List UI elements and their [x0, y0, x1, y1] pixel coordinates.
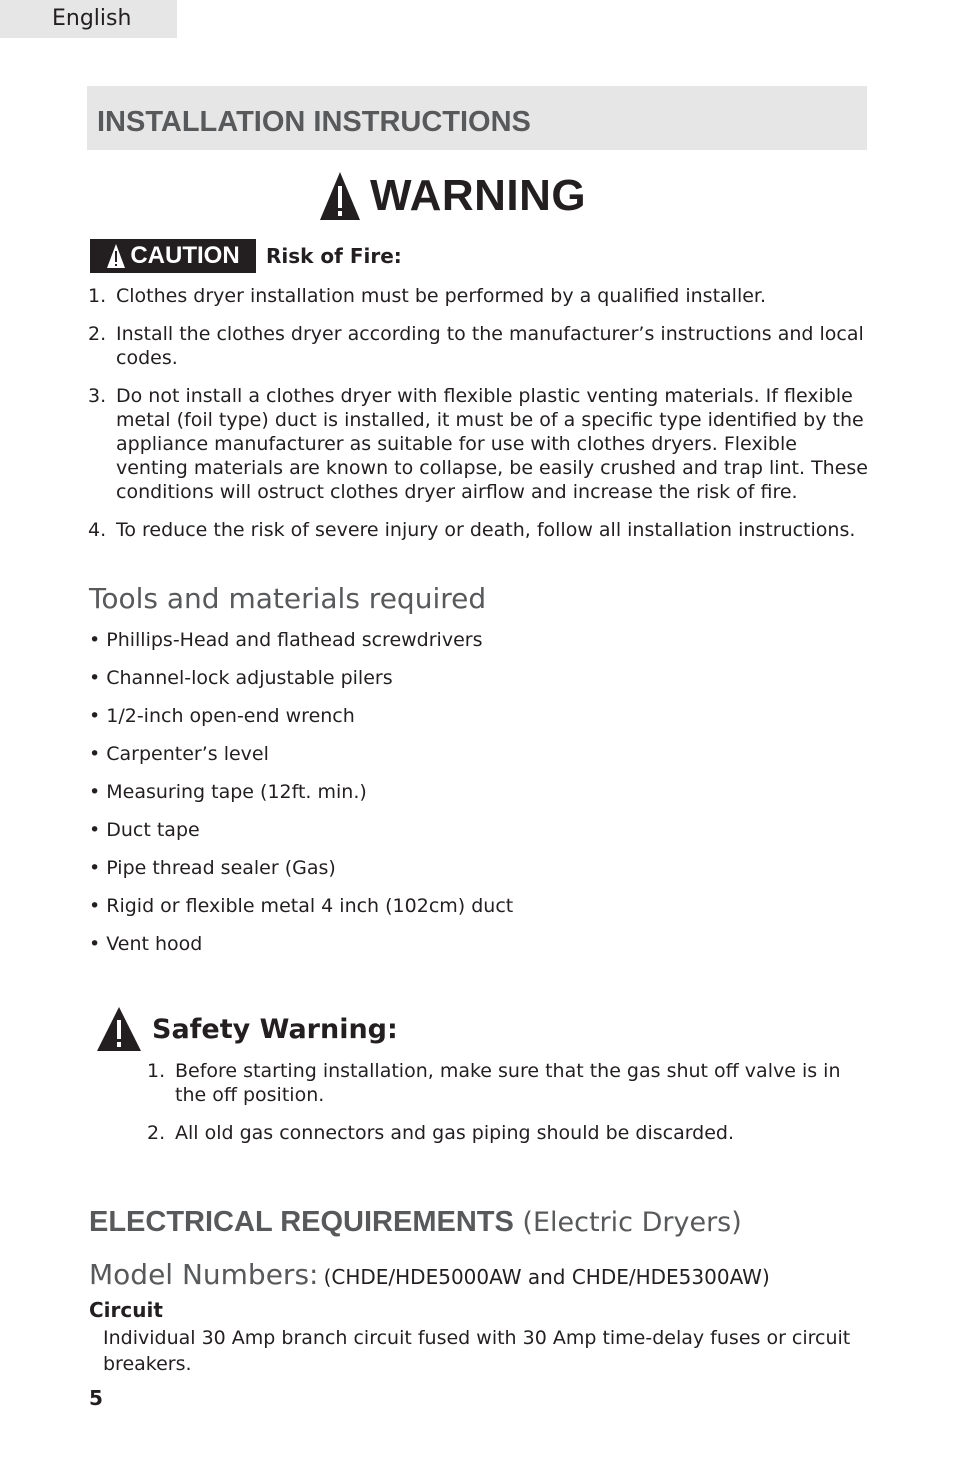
warning-triangle-icon [96, 1006, 142, 1052]
caution-title: Risk of Fire: [266, 244, 402, 268]
list-item: • 1/2-inch open-end wrench [89, 705, 355, 727]
safety-title: Safety Warning: [152, 1013, 398, 1045]
list-item: • Carpenter’s level [89, 743, 269, 765]
model-numbers [89, 1258, 770, 1291]
circuit-text: Individual 30 Amp branch circuit fused with 30 Amp time-delay fuses or circuit breakers. [103, 1327, 851, 1375]
warning-triangle-icon [318, 170, 362, 222]
electrical-heading [89, 1206, 742, 1239]
caution-label: CAUTION [130, 242, 240, 269]
safety-heading [96, 1006, 398, 1052]
list-item: 3. Do not install a clothes dryer with flexible plastic venting materials. If flexible metal (foil type) duct is installed, it must be of a specific type identified by the appliance manufacturer as suitable for use with clothes dryers. Flexible venting materials are known to collapse, be easily crushed and trap lint. These conditions will ostruct clothes dryer airflow and increase the risk of fire. [88, 385, 868, 503]
list-item: • Channel-lock adjustable pilers [89, 667, 393, 689]
electrical-heading-bold: ELECTRICAL REQUIREMENTS [89, 1206, 514, 1238]
list-item: 2. Install the clothes dryer according to the manufacturer’s instructions and local codes. [88, 323, 864, 369]
model-label: Model Numbers: [89, 1258, 319, 1291]
list-item: 1. Before starting installation, make sure that the gas shut off valve is in the off position. [147, 1060, 841, 1106]
list-item: • Duct tape [89, 819, 200, 841]
caution-row [90, 239, 402, 273]
list-item: • Pipe thread sealer (Gas) [89, 857, 336, 879]
warning-heading [318, 170, 586, 222]
list-item: • Phillips-Head and flathead screwdrivers [89, 629, 483, 651]
list-item: • Rigid or flexible metal 4 inch (102cm) duct [89, 895, 514, 917]
electrical-heading-light: (Electric Dryers) [522, 1207, 742, 1238]
tools-list [89, 626, 513, 968]
section-title: INSTALLATION INSTRUCTIONS [87, 86, 867, 150]
page-number: 5 [89, 1386, 103, 1410]
warning-title: WARNING [370, 171, 587, 220]
list-item: • Measuring tape (12ft. min.) [89, 781, 367, 803]
list-item: 4. To reduce the risk of severe injury or death, follow all installation instructions. [88, 519, 856, 541]
list-item: 2. All old gas connectors and gas piping should be discarded. [147, 1122, 735, 1144]
safety-list [147, 1059, 863, 1145]
caution-list [88, 284, 868, 542]
list-item: 1. Clothes dryer installation must be performed by a qualified installer. [88, 285, 767, 307]
list-item: • Vent hood [89, 933, 203, 955]
language-tab: English [0, 0, 177, 38]
caution-badge [90, 239, 256, 273]
caution-triangle-icon [106, 243, 126, 269]
tools-heading: Tools and materials required [89, 582, 487, 615]
model-value: (CHDE/HDE5000AW and CHDE/HDE5300AW) [323, 1265, 770, 1289]
circuit-label: Circuit [89, 1298, 163, 1322]
